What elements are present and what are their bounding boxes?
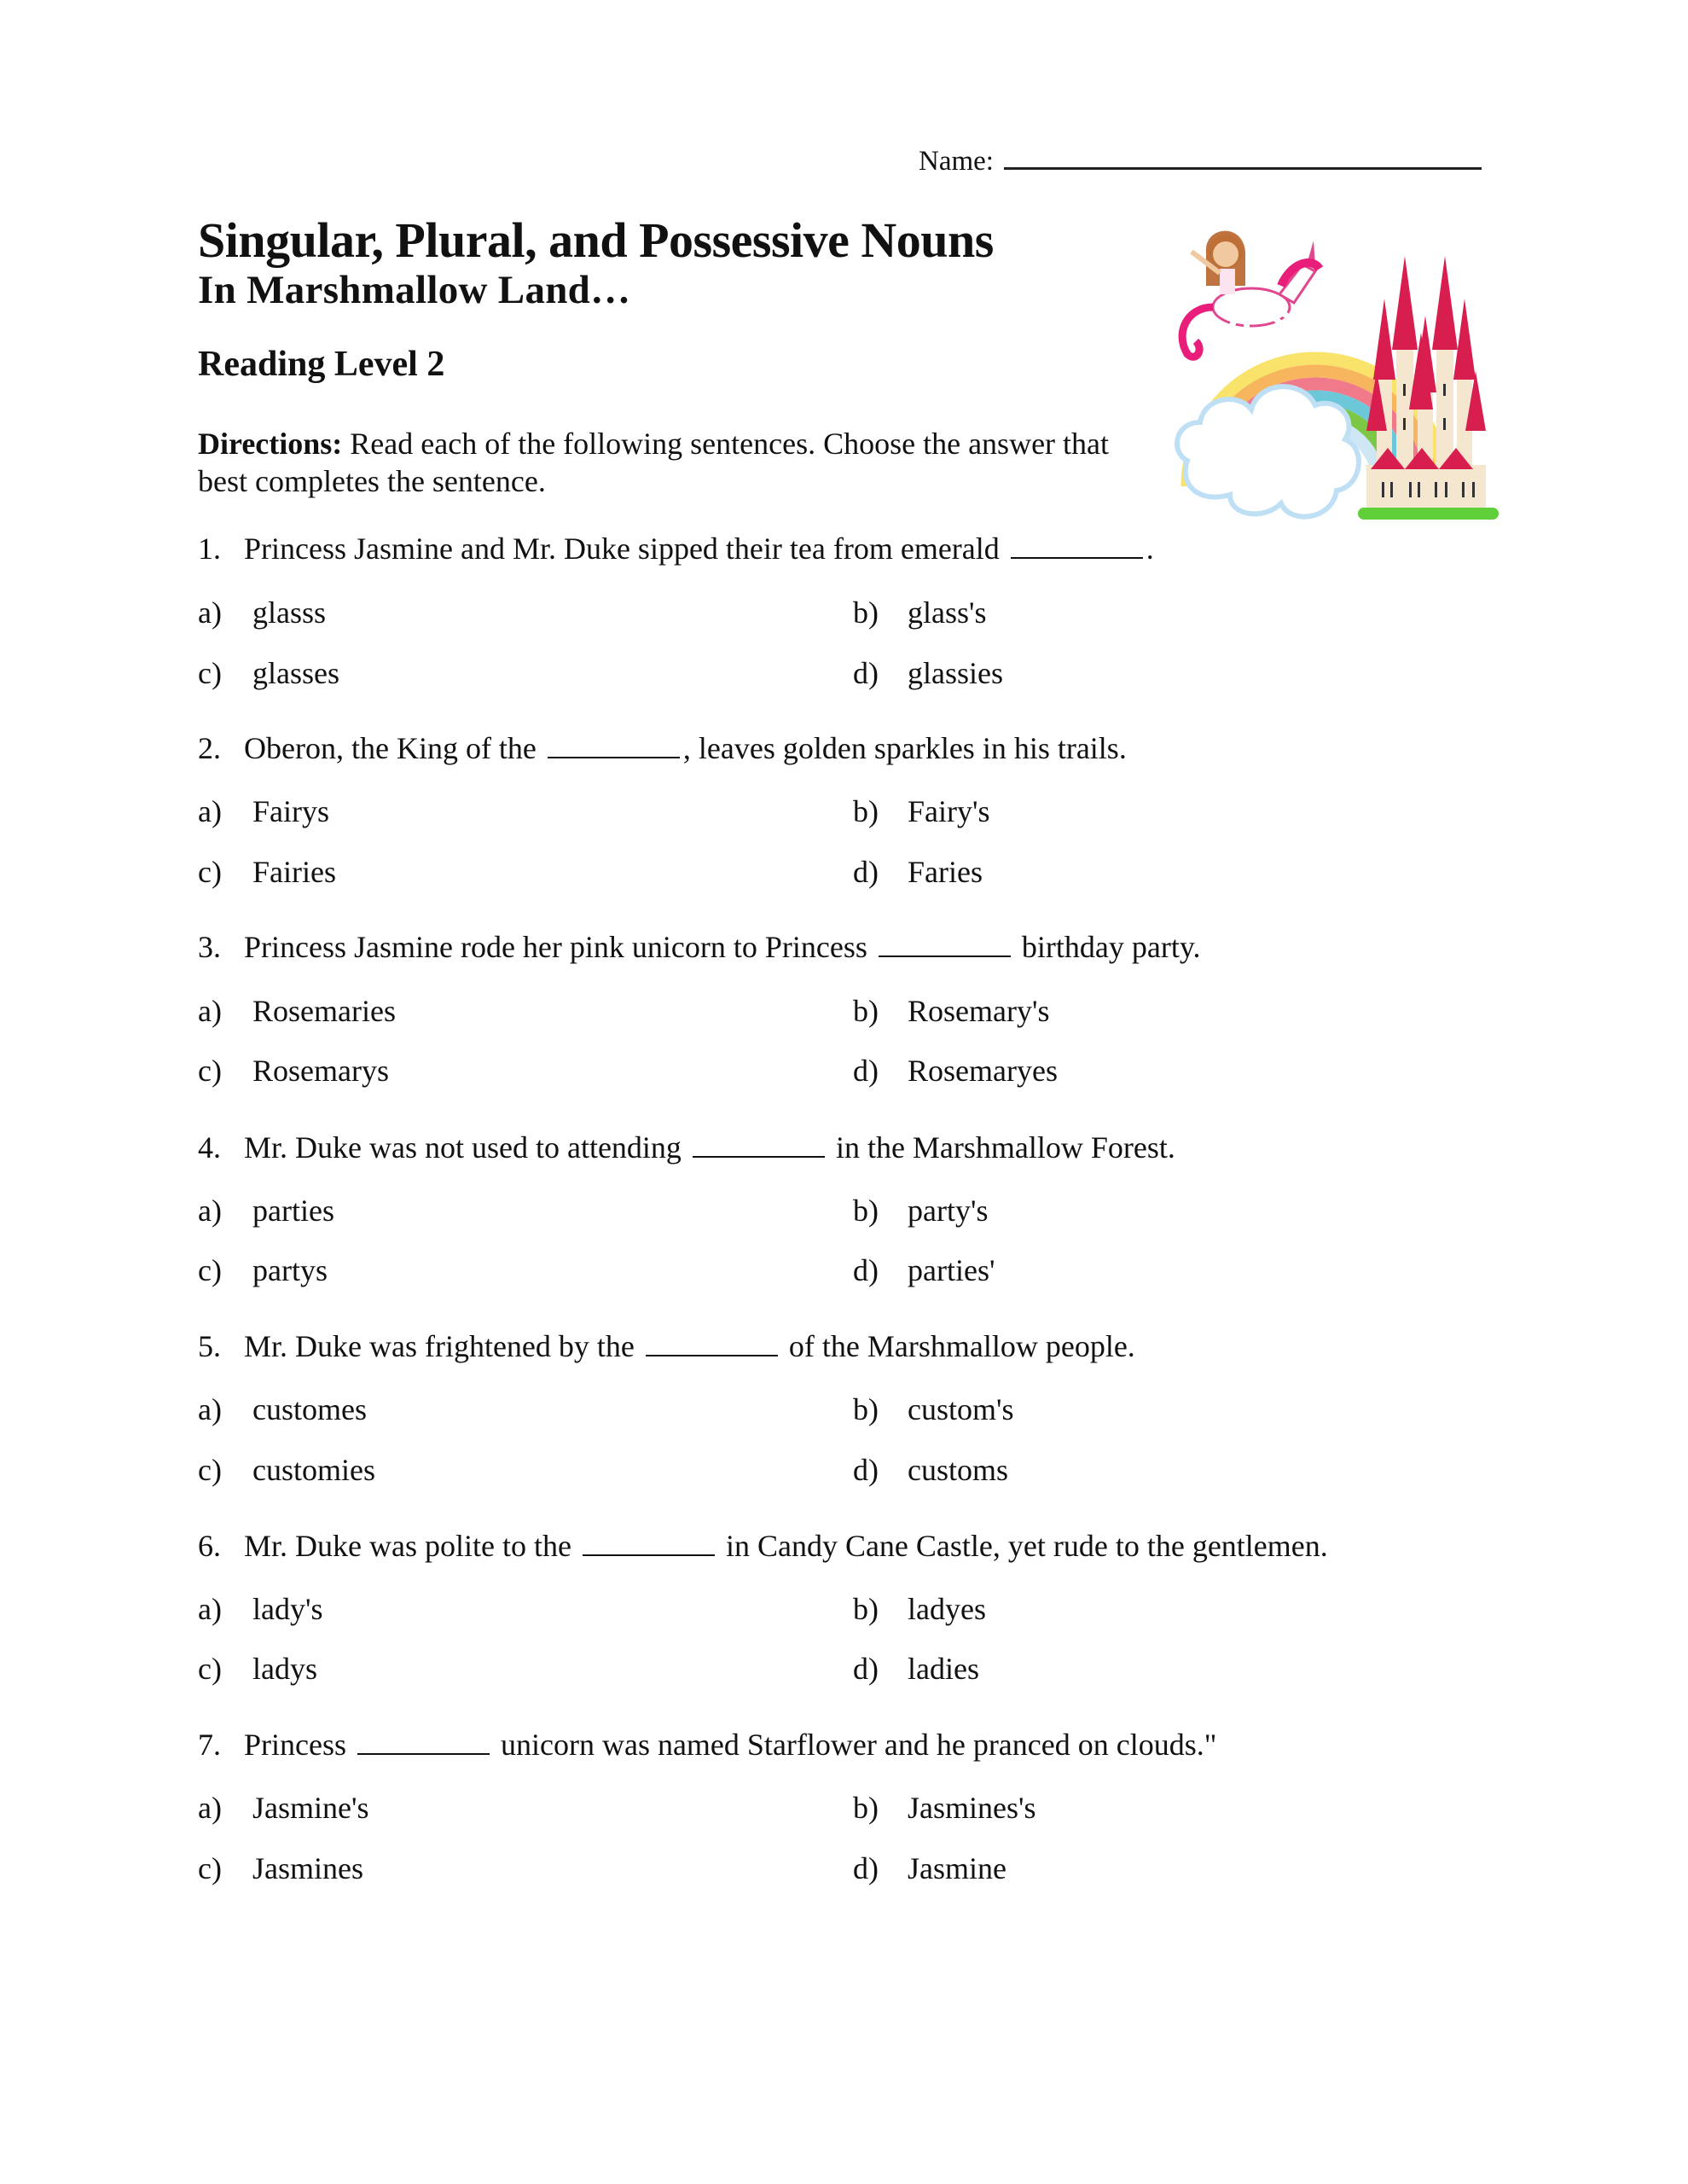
option-letter: c) (198, 656, 222, 690)
answer-blank[interactable] (357, 1729, 490, 1755)
directions-text: Read each of the following sentences. Choose the answer that best completes the sentence. (198, 427, 1110, 498)
option-text: Jasmine (908, 1851, 1006, 1885)
stem-after: unicorn was named Starflower and he pranced on clouds." (493, 1728, 1217, 1762)
stem-before: Princess Jasmine and Mr. Duke sipped their tea from emerald (244, 531, 1007, 566)
option-text: Fairies (252, 855, 336, 889)
option-letter: d) (853, 656, 879, 690)
option-letter: c) (198, 1652, 222, 1686)
question-7-option-d[interactable] (853, 1850, 1006, 1886)
option-text: customs (908, 1453, 1009, 1487)
stem-before: Mr. Duke was not used to attending (244, 1130, 689, 1165)
answer-blank[interactable] (583, 1531, 715, 1556)
question-6-stem (198, 1528, 1328, 1564)
option-letter: a) (198, 994, 222, 1028)
question-5-option-d[interactable] (853, 1452, 1008, 1488)
question-2-option-d[interactable] (853, 854, 983, 890)
option-text: Rosemary's (908, 994, 1050, 1028)
option-letter: a) (198, 1392, 222, 1426)
question-number: 1. (198, 531, 221, 566)
option-text: Jasmines (252, 1851, 363, 1885)
option-text: Fairy's (908, 794, 990, 828)
option-letter: a) (198, 1592, 222, 1626)
option-letter: c) (198, 1054, 222, 1088)
stem-after: birthday party. (1013, 930, 1201, 964)
question-1-option-d[interactable] (853, 655, 1003, 691)
stem-before: Mr. Duke was frightened by the (244, 1329, 642, 1363)
option-letter: b) (853, 1592, 879, 1626)
answer-blank[interactable] (693, 1132, 825, 1158)
question-7-option-b[interactable] (853, 1790, 1036, 1826)
question-number: 7. (198, 1728, 221, 1762)
option-letter: b) (853, 1791, 879, 1825)
option-letter: c) (198, 1851, 222, 1885)
stem-after: . (1146, 531, 1154, 566)
directions-label: Directions: (198, 427, 343, 461)
option-letter: a) (198, 595, 222, 630)
option-letter: d) (853, 855, 879, 889)
option-text: customies (252, 1453, 375, 1487)
option-letter: d) (853, 1652, 879, 1686)
option-letter: a) (198, 1194, 222, 1228)
question-number: 3. (198, 930, 221, 964)
question-2-stem (198, 730, 1127, 766)
worksheet-subtitle: In Marshmallow Land… (198, 268, 631, 312)
question-5-option-c[interactable] (198, 1452, 375, 1488)
question-1-stem (198, 531, 1154, 566)
option-text: Jasmine's (252, 1791, 369, 1825)
question-4-option-b[interactable] (853, 1193, 988, 1228)
option-text: Rosemaryes (908, 1054, 1058, 1088)
question-3-stem (198, 929, 1200, 965)
name-label: Name: (919, 146, 994, 177)
option-letter: d) (853, 1453, 879, 1487)
question-1-option-a[interactable] (198, 595, 326, 630)
option-letter: d) (853, 1253, 879, 1287)
question-6-option-d[interactable] (853, 1651, 979, 1687)
question-5-option-a[interactable] (198, 1391, 367, 1427)
stem-after: in Candy Cane Castle, yet rude to the gentlemen. (717, 1529, 1328, 1563)
worksheet-title: Singular, Plural, and Possessive Nouns (198, 212, 994, 268)
option-text: party's (908, 1194, 989, 1228)
option-letter: b) (853, 794, 879, 828)
question-6-option-a[interactable] (198, 1591, 322, 1627)
option-text: ladies (908, 1652, 979, 1686)
question-5-option-b[interactable] (853, 1391, 1014, 1427)
question-number: 5. (198, 1329, 221, 1363)
option-text: partys (252, 1253, 328, 1287)
option-text: glass's (908, 595, 987, 630)
option-letter: b) (853, 1194, 879, 1228)
option-letter: d) (853, 1054, 879, 1088)
option-text: Rosemarys (252, 1054, 389, 1088)
stem-after: in the Marshmallow Forest. (827, 1130, 1175, 1165)
question-7-option-c[interactable] (198, 1850, 363, 1886)
stem-before: Princess Jasmine rode her pink unicorn to Princess (244, 930, 875, 964)
stem-after: , leaves golden sparkles in his trails. (682, 731, 1127, 765)
question-2-option-b[interactable] (853, 793, 990, 829)
option-letter: a) (198, 794, 222, 828)
option-letter: b) (853, 994, 879, 1028)
question-3-option-b[interactable] (853, 993, 1049, 1029)
option-text: Fairys (252, 794, 329, 828)
option-text: parties' (908, 1253, 995, 1287)
option-letter: b) (853, 1392, 879, 1426)
option-text: lady's (252, 1592, 323, 1626)
question-1-option-c[interactable] (198, 655, 339, 691)
answer-blank[interactable] (646, 1331, 778, 1356)
question-2-option-c[interactable] (198, 854, 336, 890)
question-1-option-b[interactable] (853, 595, 987, 630)
answer-blank[interactable] (548, 733, 680, 758)
option-text: ladys (252, 1652, 317, 1686)
answer-blank[interactable] (1011, 533, 1143, 559)
stem-before: Princess (244, 1728, 354, 1762)
question-4-option-c[interactable] (198, 1252, 328, 1288)
question-4-option-a[interactable] (198, 1193, 334, 1228)
option-letter: c) (198, 1453, 222, 1487)
question-6-option-b[interactable] (853, 1591, 986, 1627)
option-text: glassies (908, 656, 1003, 690)
question-4-option-d[interactable] (853, 1252, 995, 1288)
name-field (919, 143, 1482, 177)
question-number: 6. (198, 1529, 221, 1563)
reading-level: Reading Level 2 (198, 345, 445, 384)
question-4-stem (198, 1130, 1175, 1165)
question-number: 2. (198, 731, 221, 765)
stem-after: of the Marshmallow people. (780, 1329, 1135, 1363)
question-2-option-a[interactable] (198, 793, 329, 829)
stem-before: Oberon, the King of the (244, 731, 544, 765)
question-7-stem (198, 1727, 1216, 1763)
question-6-option-c[interactable] (198, 1651, 317, 1687)
question-number: 4. (198, 1130, 221, 1165)
answer-blank[interactable] (879, 932, 1011, 957)
option-text: parties (252, 1194, 334, 1228)
option-text: custom's (908, 1392, 1014, 1426)
question-3-option-a[interactable] (198, 993, 396, 1029)
option-letter: c) (198, 1253, 222, 1287)
question-3-option-c[interactable] (198, 1053, 389, 1089)
option-text: customes (252, 1392, 367, 1426)
option-letter: d) (853, 1851, 879, 1885)
name-blank-line[interactable] (1004, 143, 1482, 170)
option-letter: b) (853, 595, 879, 630)
directions (198, 425, 1136, 500)
stem-before: Mr. Duke was polite to the (244, 1529, 579, 1563)
question-3-option-d[interactable] (853, 1053, 1058, 1089)
option-text: Rosemaries (252, 994, 396, 1028)
option-letter: c) (198, 855, 222, 889)
option-letter: a) (198, 1791, 222, 1825)
option-text: Faries (908, 855, 983, 889)
princess-unicorn-castle-icon (1153, 205, 1503, 533)
option-text: glasses (252, 656, 339, 690)
question-7-option-a[interactable] (198, 1790, 368, 1826)
option-text: ladyes (908, 1592, 986, 1626)
question-5-stem (198, 1328, 1135, 1364)
option-text: Jasmines's (908, 1791, 1036, 1825)
option-text: glasss (252, 595, 327, 630)
